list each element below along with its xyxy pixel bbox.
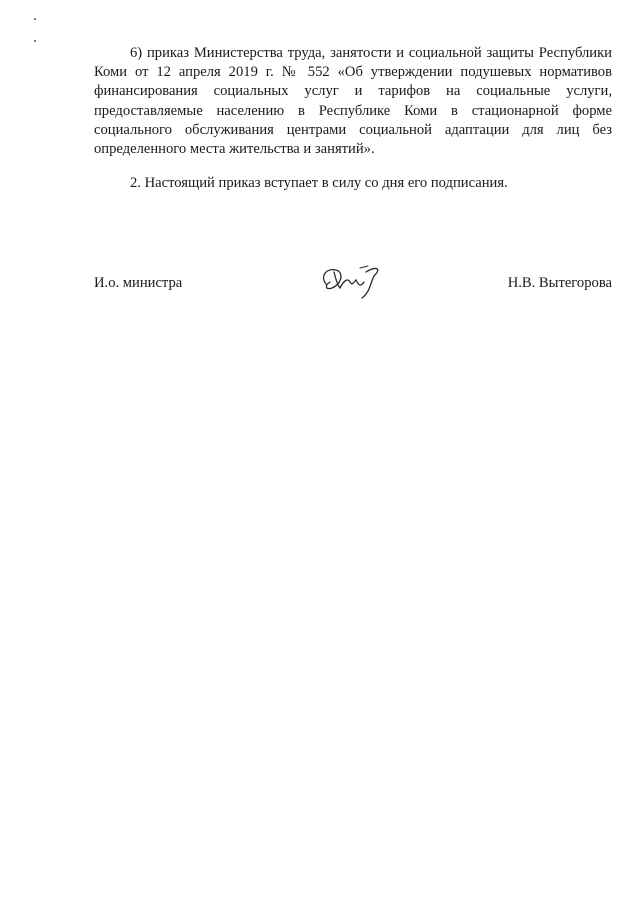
signer-title: И.о. министра: [94, 275, 183, 291]
handwritten-signature: [316, 262, 388, 302]
paragraph-item-2: 2. Настоящий приказ вступает в силу со дня его подписания.: [130, 175, 508, 191]
paragraph-item-6: 6) приказ Министерства труда, занятости и социальной защиты Республики Коми от 12 апреля 2019 г. № 552 «Об утверждении подушевых нормативов финансирования социальных услуг и тарифов на социальные услуги, предоставляемые населению в Республике Коми в стационарной форме социального обслуживания центрами социальной адаптации для лиц без определенного места жительства и занятий».: [94, 45, 612, 158]
signature-block: [94, 266, 612, 306]
signer-name: Н.В. Вытегорова: [507, 275, 612, 291]
scan-artifact: [34, 40, 36, 42]
scan-artifact: [34, 18, 36, 20]
